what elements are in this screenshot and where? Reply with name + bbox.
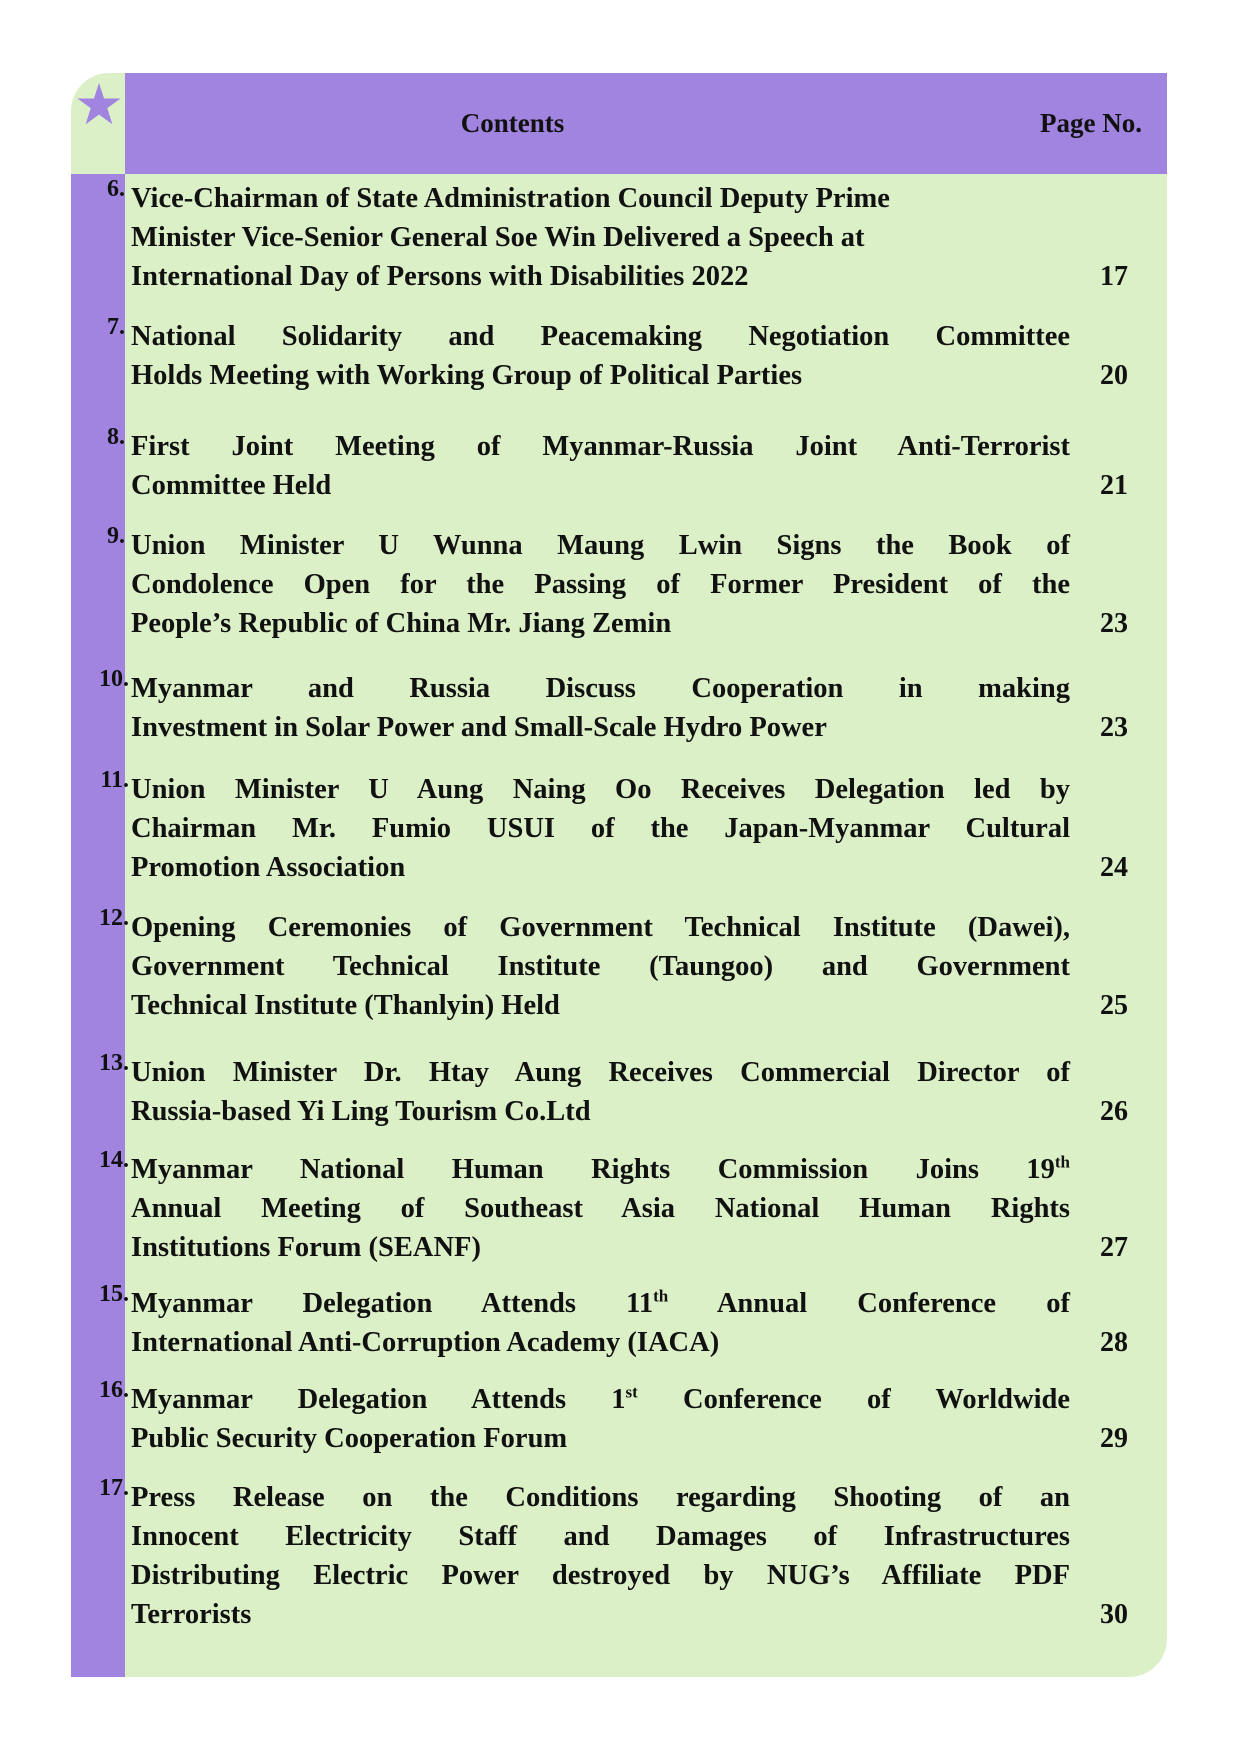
entry-title-line: Condolence Open for the Passing of Former President of the xyxy=(131,569,1070,600)
entry-title-line: Union Minister U Aung Naing Oo Receives Delegation led by xyxy=(131,774,1070,805)
entry-title-line xyxy=(131,1380,1070,1419)
entry-number: 11. xyxy=(100,767,129,793)
entry-title xyxy=(131,317,1070,395)
entry-title xyxy=(131,770,1070,887)
entry-page-number: 27 xyxy=(1100,1232,1128,1263)
entry-page-number: 26 xyxy=(1100,1096,1128,1127)
entry-title-line: Terrorists xyxy=(131,1599,252,1630)
entry-title-line: Promotion Association xyxy=(131,852,406,883)
entry-number: 13. xyxy=(99,1050,129,1076)
entry-title-line: National Solidarity and Peacemaking Negotiation Committee xyxy=(131,321,1070,352)
entry-title-text: Myanmar National Human Rights Commission Joins 19 xyxy=(131,1154,1055,1185)
entry-number: 14. xyxy=(99,1147,129,1173)
entry-title-line: Holds Meeting with Working Group of Political Parties xyxy=(131,360,803,391)
entry-title-line: Russia-based Yi Ling Tourism Co.Ltd xyxy=(131,1096,591,1127)
entry-title-line: Press Release on the Conditions regarding Shooting of an xyxy=(131,1482,1070,1513)
entry-title xyxy=(131,427,1070,505)
entry-number: 16. xyxy=(99,1377,129,1403)
entry-title-text: Myanmar Delegation Attends 1 xyxy=(131,1384,626,1415)
entry-title-text: Conference of Worldwide xyxy=(637,1384,1070,1415)
ordinal-suffix: th xyxy=(653,1286,669,1306)
entry-number: 17. xyxy=(99,1475,129,1501)
ordinal-suffix: th xyxy=(1054,1152,1070,1172)
entry-title-line: People’s Republic of China Mr. Jiang Zemin xyxy=(131,608,672,639)
entry-title xyxy=(131,1380,1070,1458)
entry-title-line: International Anti-Corruption Academy (IACA) xyxy=(131,1327,720,1358)
entry-page-number: 28 xyxy=(1100,1327,1128,1358)
entry-title-line: Vice-Chairman of State Administration Council Deputy Prime xyxy=(131,183,890,214)
entry-title xyxy=(131,1284,1070,1362)
entry-title xyxy=(131,669,1070,747)
entry-title-line: International Day of Persons with Disabilities 2022 xyxy=(131,261,749,292)
contents-heading: Contents xyxy=(460,108,565,138)
star-icon xyxy=(76,81,122,127)
entry-title xyxy=(131,1150,1070,1267)
entry-title-line xyxy=(131,1284,1070,1323)
entry-title-line: Technical Institute (Thanlyin) Held xyxy=(131,990,560,1021)
entry-title xyxy=(131,526,1070,643)
entry-title-line: Union Minister Dr. Htay Aung Receives Commercial Director of xyxy=(131,1057,1070,1088)
entry-title-line: Institutions Forum (SEANF) xyxy=(131,1232,481,1263)
entry-title xyxy=(131,908,1070,1025)
entry-page-number: 17 xyxy=(1100,261,1128,292)
ordinal-suffix: st xyxy=(625,1382,638,1402)
entry-number: 6. xyxy=(107,176,125,202)
entry-title-line: Myanmar and Russia Discuss Cooperation in making xyxy=(131,673,1070,704)
entry-title-line: Annual Meeting of Southeast Asia National Human Rights xyxy=(131,1193,1070,1224)
contents-panel xyxy=(71,73,1167,1677)
entry-page-number: 23 xyxy=(1100,712,1128,743)
entry-title-line: Chairman Mr. Fumio USUI of the Japan-Myanmar Cultural xyxy=(131,813,1070,844)
entry-page-number: 25 xyxy=(1100,990,1128,1021)
entry-number: 8. xyxy=(107,424,125,450)
entry-number: 7. xyxy=(107,314,125,340)
entry-title-text: Annual Conference of xyxy=(668,1288,1070,1319)
entry-number: 12. xyxy=(99,905,129,931)
entry-title xyxy=(131,1478,1070,1634)
entry-number: 15. xyxy=(99,1281,129,1307)
entry-title-line: Distributing Electric Power destroyed by NUG’s Affiliate PDF xyxy=(131,1560,1070,1591)
entry-number: 10. xyxy=(99,666,129,692)
entry-page-number: 23 xyxy=(1100,608,1128,639)
entry-title-line: Government Technical Institute (Taungoo) and Government xyxy=(131,951,1070,982)
entry-title-line: Opening Ceremonies of Government Technical Institute (Dawei), xyxy=(131,912,1070,943)
entry-page-number: 24 xyxy=(1100,852,1128,883)
entry-title-line: Investment in Solar Power and Small-Scale Hydro Power xyxy=(131,712,827,743)
entry-page-number: 29 xyxy=(1100,1423,1128,1454)
entry-title-line: Union Minister U Wunna Maung Lwin Signs the Book of xyxy=(131,530,1070,561)
entry-title-line xyxy=(131,1150,1070,1189)
page-number-heading: Page No. xyxy=(1040,108,1142,138)
entry-page-number: 20 xyxy=(1100,360,1128,391)
entry-page-number: 21 xyxy=(1100,470,1128,501)
entry-title-line: Innocent Electricity Staff and Damages of Infrastructures xyxy=(131,1521,1070,1552)
entry-title-line: Public Security Cooperation Forum xyxy=(131,1423,568,1454)
entry-title xyxy=(131,1053,1070,1131)
entry-number: 9. xyxy=(107,523,125,549)
entry-page-number: 30 xyxy=(1100,1599,1128,1630)
entry-title xyxy=(131,179,1070,296)
entry-title-text: Myanmar Delegation Attends 11 xyxy=(131,1288,654,1319)
entry-title-line: First Joint Meeting of Myanmar-Russia Joint Anti-Terrorist xyxy=(131,431,1070,462)
entry-title-line: Minister Vice-Senior General Soe Win Delivered a Speech at xyxy=(131,222,865,253)
entry-title-line: Committee Held xyxy=(131,470,332,501)
